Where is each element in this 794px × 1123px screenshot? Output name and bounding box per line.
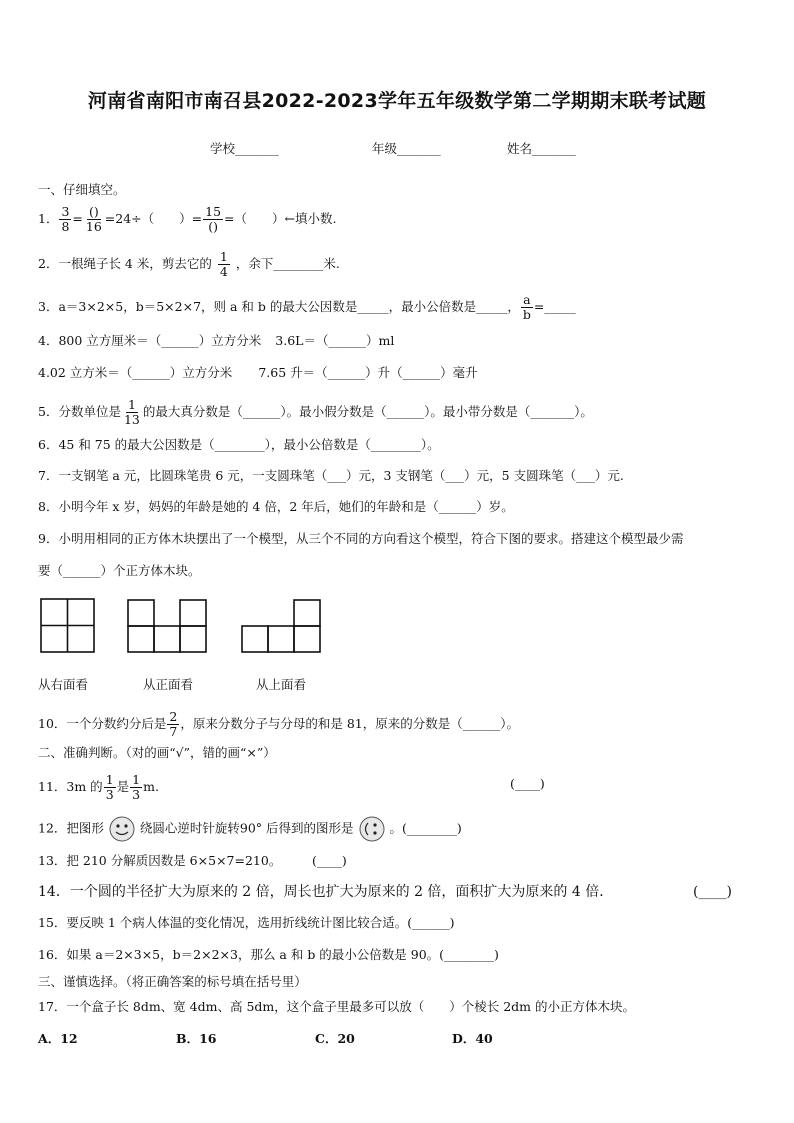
question-9-line-2: 要（______）个正方体木块。 bbox=[38, 563, 201, 578]
question-12: 12．把图形 绕圆心逆时针旋转90° 后得到的图形是 。(________) bbox=[38, 816, 462, 842]
question-2: 2．一根绳子长 4 米，剪去它的 $\frac{1}{4}$ ，余下________米. bbox=[38, 249, 340, 279]
question-1: 1． $\frac{3}{8}$ = $\frac{()}{16}$ =24÷（ ）= $\frac{15}{()}$ =（ ）←填小数. bbox=[38, 204, 337, 234]
name-field[interactable]: 姓名_______ bbox=[507, 141, 576, 156]
question-10: 10．一个分数约分后是 $\frac{2}{7}$ ，原来分数分子与分母的和是 81，原来的分数是（______）。 bbox=[38, 709, 519, 739]
question-17: 17．一个盒子长 8dm、宽 4dm、高 5dm，这个盒子里最多可以放（ ）个棱长 2dm 的小正方体木块。 bbox=[38, 999, 636, 1014]
option-b[interactable]: B．16 bbox=[176, 1031, 217, 1046]
answer-paren-13[interactable]: (____) bbox=[312, 853, 347, 868]
section-heading-2: 二、准确判断。（对的画“√”，错的画“×”） bbox=[38, 745, 276, 760]
answer-paren-14[interactable]: (____) bbox=[693, 884, 732, 900]
question-4-part-b: 4.02 立方米＝（______）立方分米 7.65 升＝（______）升（______）毫升 bbox=[38, 365, 478, 380]
smiley-face-icon bbox=[108, 816, 136, 842]
question-5: 5．分数单位是 $\frac{1}{13}$ 的最大真分数是（______）。最小假分数是（______）。最小带分数是（_______）。 bbox=[38, 397, 593, 427]
grade-field[interactable]: 年级_______ bbox=[372, 141, 441, 156]
answer-paren-11[interactable]: (____) bbox=[510, 776, 545, 791]
option-d[interactable]: D．40 bbox=[452, 1031, 493, 1046]
rotated-smiley-icon bbox=[358, 816, 386, 842]
question-3: 3．a＝3×2×5，b＝5×2×7，则 a 和 b 的最大公因数是_____，最小公倍数是_____， $\frac{a}{b}$ =_____ bbox=[38, 292, 576, 322]
question-15: 15．要反映 1 个病人体温的变化情况，选用折线统计图比较合适。(______) bbox=[38, 915, 455, 930]
question-16: 16．如果 a＝2×3×5，b＝2×2×3，那么 a 和 b 的最小公倍数是 90。(________) bbox=[38, 947, 499, 962]
question-8: 8．小明今年 x 岁，妈妈的年龄是她的 4 倍，2 年后，她们的年龄和是（______）岁。 bbox=[38, 499, 514, 514]
question-4: 4．800 立方厘米＝（______）立方分米 3.6L＝（______）ml bbox=[38, 333, 395, 348]
front-view-figure bbox=[128, 626, 154, 652]
question-11: 11．3m 的 $\frac{1}{3}$ 是 $\frac{1}{3}$ m. bbox=[38, 772, 159, 802]
view-label-right: 从右面看 bbox=[38, 677, 89, 692]
view-figures bbox=[40, 598, 350, 658]
top-view-figure bbox=[242, 626, 268, 652]
question-13: 13．把 210 分解质因数是 6×5×7=210。 bbox=[38, 853, 282, 868]
question-14: 14．一个圆的半径扩大为原来的 2 倍，周长也扩大为原来的 2 倍，面积扩大为原来的 4 倍． bbox=[38, 884, 614, 900]
question-6: 6．45 和 75 的最大公因数是（________），最小公倍数是（________）。 bbox=[38, 437, 440, 452]
view-label-top: 从上面看 bbox=[256, 677, 307, 692]
option-a[interactable]: A．12 bbox=[38, 1031, 78, 1046]
school-field[interactable]: 学校_______ bbox=[210, 141, 279, 156]
question-7: 7．一支钢笔 a 元，比圆珠笔贵 6 元，一支圆珠笔（___）元，3 支钢笔（___）元，5 支圆珠笔（___）元. bbox=[38, 468, 624, 483]
section-heading-3: 三、谨慎选择。（将正确答案的标号填在括号里） bbox=[38, 974, 307, 989]
page-title: 河南省南阳市南召县2022-2023学年五年级数学第二学期期末联考试题 bbox=[87, 90, 707, 112]
view-label-front: 从正面看 bbox=[143, 677, 194, 692]
option-c[interactable]: C．20 bbox=[315, 1031, 355, 1046]
section-heading-1: 一、仔细填空。 bbox=[38, 182, 126, 197]
question-9-line-1: 9．小明用相同的正方体木块摆出了一个模型，从三个不同的方向看这个模型，符合下图的要求。搭建这个模型最少需 bbox=[38, 531, 684, 546]
